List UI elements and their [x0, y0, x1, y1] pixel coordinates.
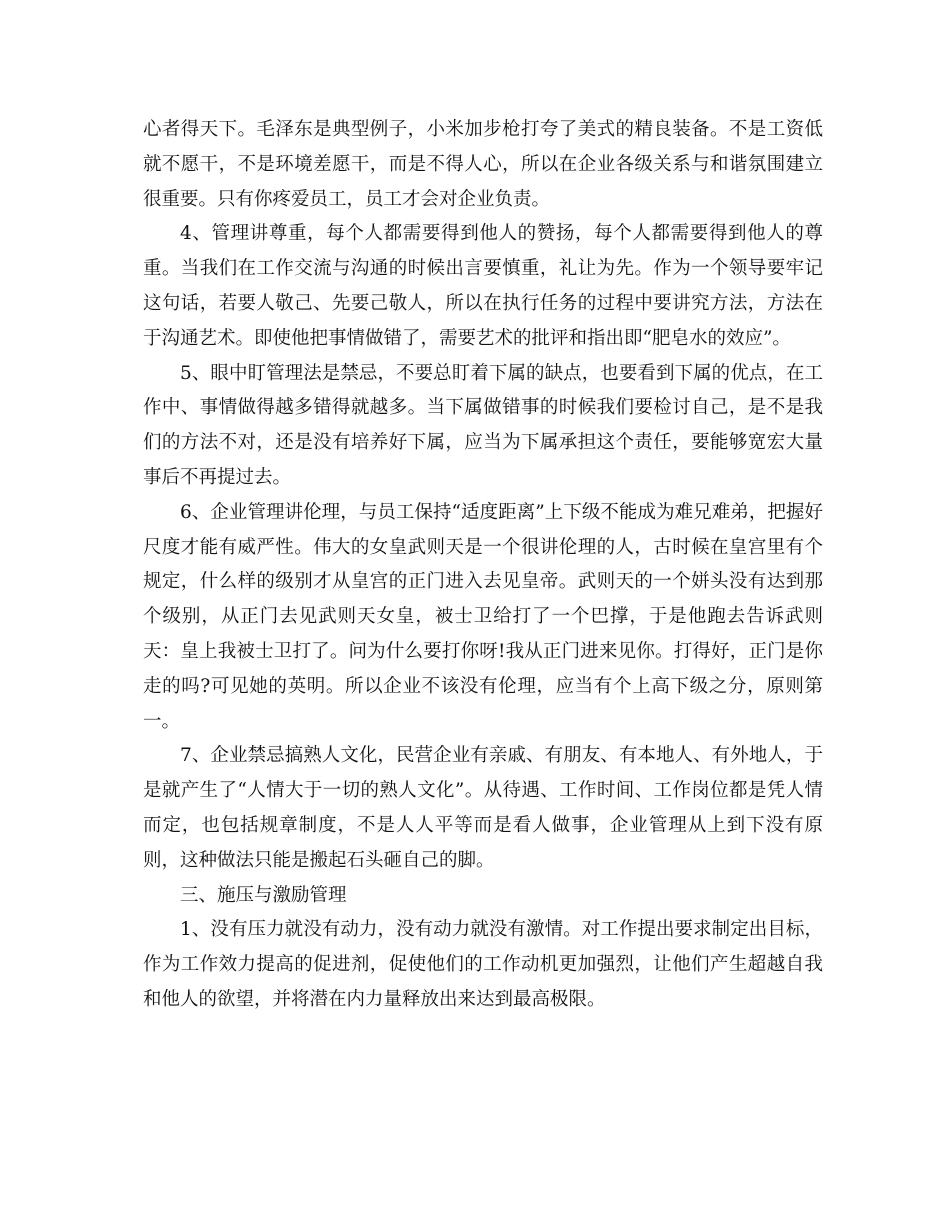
paragraph-continuation: 心者得天下。毛泽东是典型例子，小米加步枪打夸了美式的精良装备。不是工资低就不愿干，不是环境差愿干，而是不得人心，所以在企业各级关系与和谐氛围建立很重要。只有你疼爱员工，员工才会对企业负责。 [143, 119, 823, 210]
paragraph-item-1-pressure: 1、没有压力就没有动力，没有动力就没有激情。对工作提出要求制定出目标，作为工作效力提高的促进剂，促使他们的工作动机更加强烈，让他们产生超越自我和他人的欲望，并将潜在内力量释放出来达到最高极限。 [143, 919, 823, 1010]
document-body [143, 113, 823, 1018]
paragraph-item-6-ethics: 6、企业管理讲伦理，与员工保持“适度距离”上下级不能成为难兄难弟，把握好尺度才能有威严性。伟大的女皇武则天是一个很讲伦理的人，古时候在皇宫里有个规定，什么样的级别才从皇宫的正门进入去见皇帝。武则天的一个姘头没有达到那个级别，从正门去见武则天女皇，被士卫给打了一个巴撑，于是他跑去告诉武则天：皇上我被士卫打了。问为什么要打你呀!我从正门进来见你。打得好，正门是你走的吗?可见她的英明。所以企业不该没有伦理，应当有个上高下级之分，原则第一。 [143, 501, 823, 732]
paragraph-item-4-respect: 4、管理讲尊重，每个人都需要得到他人的赞扬，每个人都需要得到他人的尊重。当我们在工作交流与沟通的时候出言要慎重，礼让为先。作为一个领导要牢记这句话，若要人敬己、先要己敬人，所以在执行任务的过程中要讲究方法，方法在于沟通艺术。即使他把事情做错了，需要艺术的批评和指出即“肥皂水的效应”。 [143, 223, 823, 349]
paragraph-item-7-acquaintance-culture: 7、企业禁忌搞熟人文化，民营企业有亲戚、有朋友、有本地人、有外地人，于是就产生了“人情大于一切的熟人文化”。从待遇、工作时间、工作岗位都是凭人情而定，也包括规章制度，不是人人平等而是看人做事，企业管理从上到下没有原则，这种做法只能是搬起石头砸自己的脚。 [143, 745, 823, 871]
section-heading-pressure-incentive: 三、施压与激励管理 [180, 884, 347, 906]
paragraph-item-5-focus: 5、眼中盯管理法是禁忌，不要总盯着下属的缺点，也要看到下属的优点，在工作中、事情做得越多错得就越多。当下属做错事的时候我们要检讨自己，是不是我们的方法不对，还是没有培养好下属，应当为下属承担这个责任，要能够宽宏大量事后不再提过去。 [143, 362, 823, 488]
